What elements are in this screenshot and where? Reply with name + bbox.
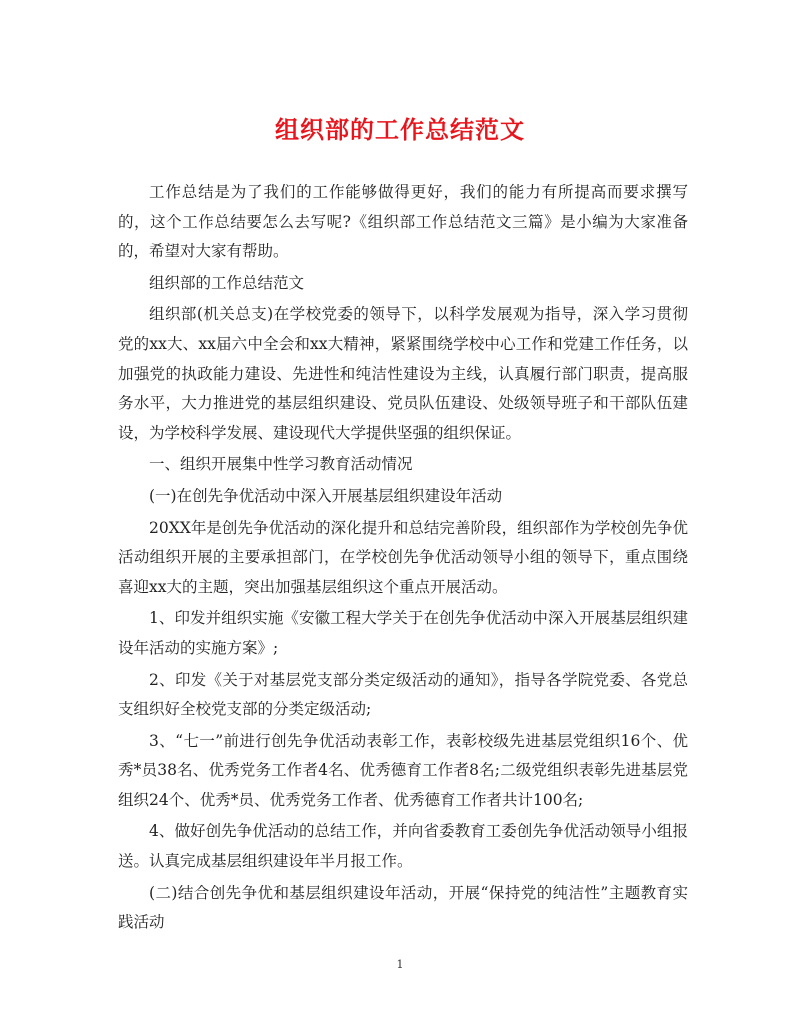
paragraph-subtitle: 组织部的工作总结范文 bbox=[149, 273, 305, 292]
document-title: 组织部的工作总结范文 bbox=[275, 115, 525, 144]
page-number: 1 bbox=[396, 958, 404, 971]
paragraph-year-summary: 20XX年是创先争优活动的深化提升和总结完善阶段，组织部作为学校创先争优活动组织开展的主要承担部门，在学校创先争优活动领导小组的领导下，重点围绕喜迎xx大的主题，突出加强基层组织这个重点开展活动。 bbox=[118, 518, 688, 596]
list-item-4: 4、做好创先争优活动的总结工作，并向省委教育工委创先争优活动领导小组报送。认真完成基层组织建设年半月报工作。 bbox=[118, 822, 688, 871]
section-heading-1: 一、组织开展集中性学习教育活动情况 bbox=[149, 455, 413, 474]
subsection-heading-2: (二)结合创先争优和基层组织建设年活动，开展“保持党的纯洁性”主题教育实践活动 bbox=[118, 883, 688, 932]
list-item-1: 1、印发并组织实施《安徽工程大学关于在创先争优活动中深入开展基层组织建设年活动的实施方案》; bbox=[118, 609, 688, 657]
subsection-heading-1: (一)在创先争优活动中深入开展基层组织建设年活动 bbox=[149, 486, 503, 505]
list-item-3: 3、“七一”前进行创先争优活动表彰工作，表彰校级先进基层党组织16个、优秀*员38名、优秀党务工作者4名、优秀德育工作者8名;二级党组织表彰先进基层党组织24个、优秀*员、优秀党务工作者、优秀德育工作者共计100名; bbox=[118, 731, 688, 809]
paragraph-overview: 组织部(机关总支)在学校党委的领导下，以科学发展观为指导，深入学习贯彻党的xx大、xx届六中全会和xx大精神，紧紧围绕学校中心工作和党建工作任务，以加强党的执政能力建设、先进性和纯洁性建设为主线，认真履行部门职责，提高服务水平，大力推进党的基层组织建设、党员队伍建设、处级领导班子和干部队伍建设，为学校科学发展、建设现代大学提供坚强的组织保证。 bbox=[118, 305, 688, 442]
document-body bbox=[118, 178, 688, 940]
paragraph-intro: 工作总结是为了我们的工作能够做得更好，我们的能力有所提高而要求撰写的，这个工作总结要怎么去写呢?《组织部工作总结范文三篇》是小编为大家准备的，希望对大家有帮助。 bbox=[118, 183, 688, 261]
list-item-2: 2、印发《关于对基层党支部分类定级活动的通知》，指导各学院党委、各党总支组织好全校党支部的分类定级活动; bbox=[118, 670, 688, 719]
